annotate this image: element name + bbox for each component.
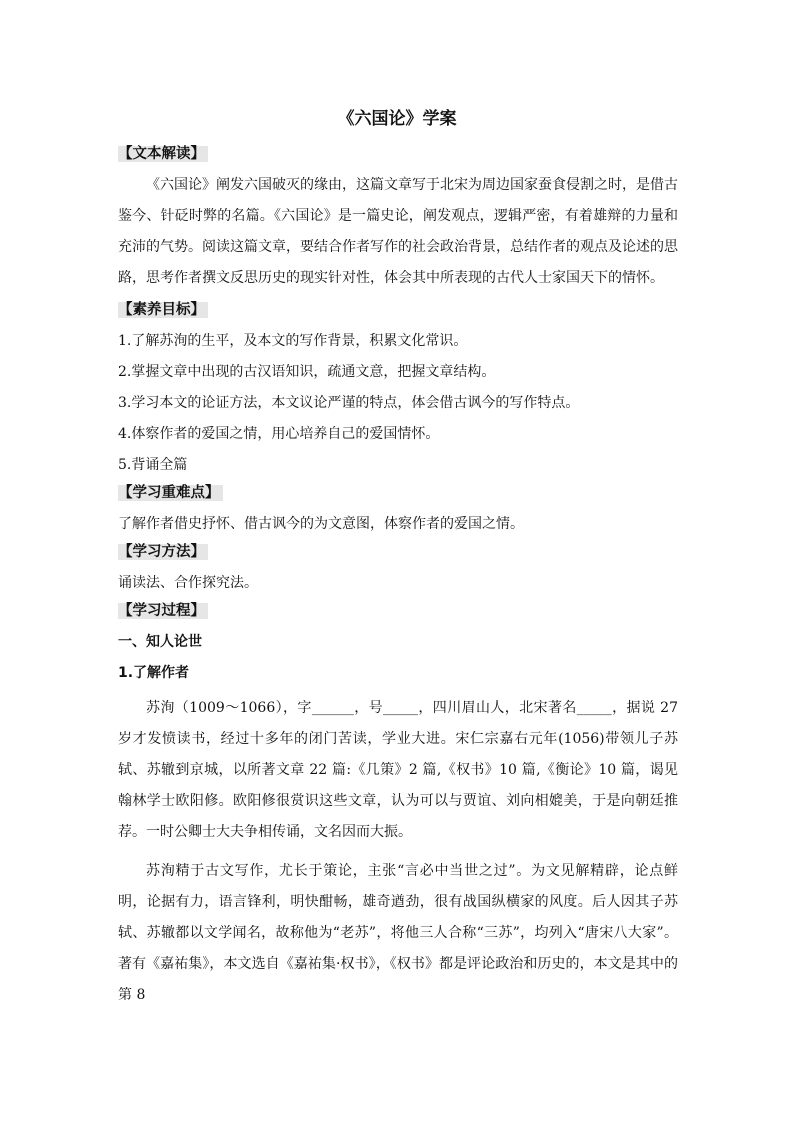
subheading-about-author: 1.了解作者 (118, 665, 190, 681)
document-body (118, 142, 678, 1011)
key-points-text: 了解作者借史抒怀、借古讽今的为文意图，体察作者的爱国之情。 (118, 516, 524, 532)
section-label: 【文本解读】 (118, 146, 208, 162)
document-title: 《六国论》学案 (337, 109, 457, 129)
section-label: 【学习重难点】 (118, 485, 223, 501)
author-paragraph-1: 苏洵（1009～1066），字______，号_____，四川眉山人，北宋著名_____，据说 27 岁才发愤读书，经过十多年的闭门苦读，学业大进。宋仁宗嘉右元年(1056)带领儿子苏轼、苏辙到京城，以所著文章 22 篇:《几策》2 篇,《权书》10 篇,《衡论》10 篇，谒见翰林学士欧阳修。欧阳修很赏识这些文章，认为可以与贾谊、刘向相媲美，于是向朝廷推荐。一时公卿士大夫争相传诵，文名因而大振。 (118, 700, 678, 840)
author-paragraph-2: 苏洵精于古文写作，尤长于策论，主张“言必中当世之过”。为文见解精辟，论点鲜明，论据有力，语言锋利，明快酣畅，雄奇遒劲，很有战国纵横家的风度。后人因其子苏轼、苏辙都以文学闻名，故称他为“老苏”，将他三人合称“三苏”，均列入“唐宋八大家”。著有《嘉祐集》，本文选自《嘉祐集·权书》，《权书》都是评论政治和历史的，本文是其中的第 8 (118, 863, 678, 1003)
goal-item-2: 2.掌握文章中出现的古汉语知识，疏通文意，把握文章结构。 (118, 364, 496, 380)
section-label: 【学习方法】 (118, 544, 208, 560)
section-heading-goals (118, 298, 678, 322)
section-label: 【素养目标】 (118, 302, 208, 318)
text-reading-paragraph: 《六国论》阐发六国破灭的缘由，这篇文章写于北宋为周边国家蚕食侵割之时，是借古鉴今、针砭时弊的名篇。《六国论》是一篇史论，阐发观点，逻辑严密，有着雄辩的力量和充沛的气势。阅读这篇文章，要结合作者写作的社会政治背景，总结作者的观点及论述的思路，思考作者撰文反思历史的现实针对性，体会其中所表现的古代人士家国天下的情怀。 (118, 177, 678, 286)
subheading-know-author: 一、知人论世 (118, 634, 202, 650)
goal-item-1: 1.了解苏洵的生平，及本文的写作背景，积累文化常识。 (118, 333, 468, 349)
section-heading-key-points (118, 481, 678, 505)
section-heading-text-reading (118, 142, 678, 166)
section-label: 【学习过程】 (118, 603, 208, 619)
goal-item-3: 3.学习本文的论证方法，本文议论严谨的特点，体会借古讽今的写作特点。 (118, 395, 580, 411)
section-heading-process (118, 599, 678, 623)
goal-item-5: 5.背诵全篇 (118, 457, 188, 473)
goal-item-4: 4.体察作者的爱国之情，用心培养自己的爱国情怀。 (118, 426, 440, 442)
section-heading-method (118, 540, 678, 564)
method-text: 诵读法、合作探究法。 (118, 575, 258, 591)
